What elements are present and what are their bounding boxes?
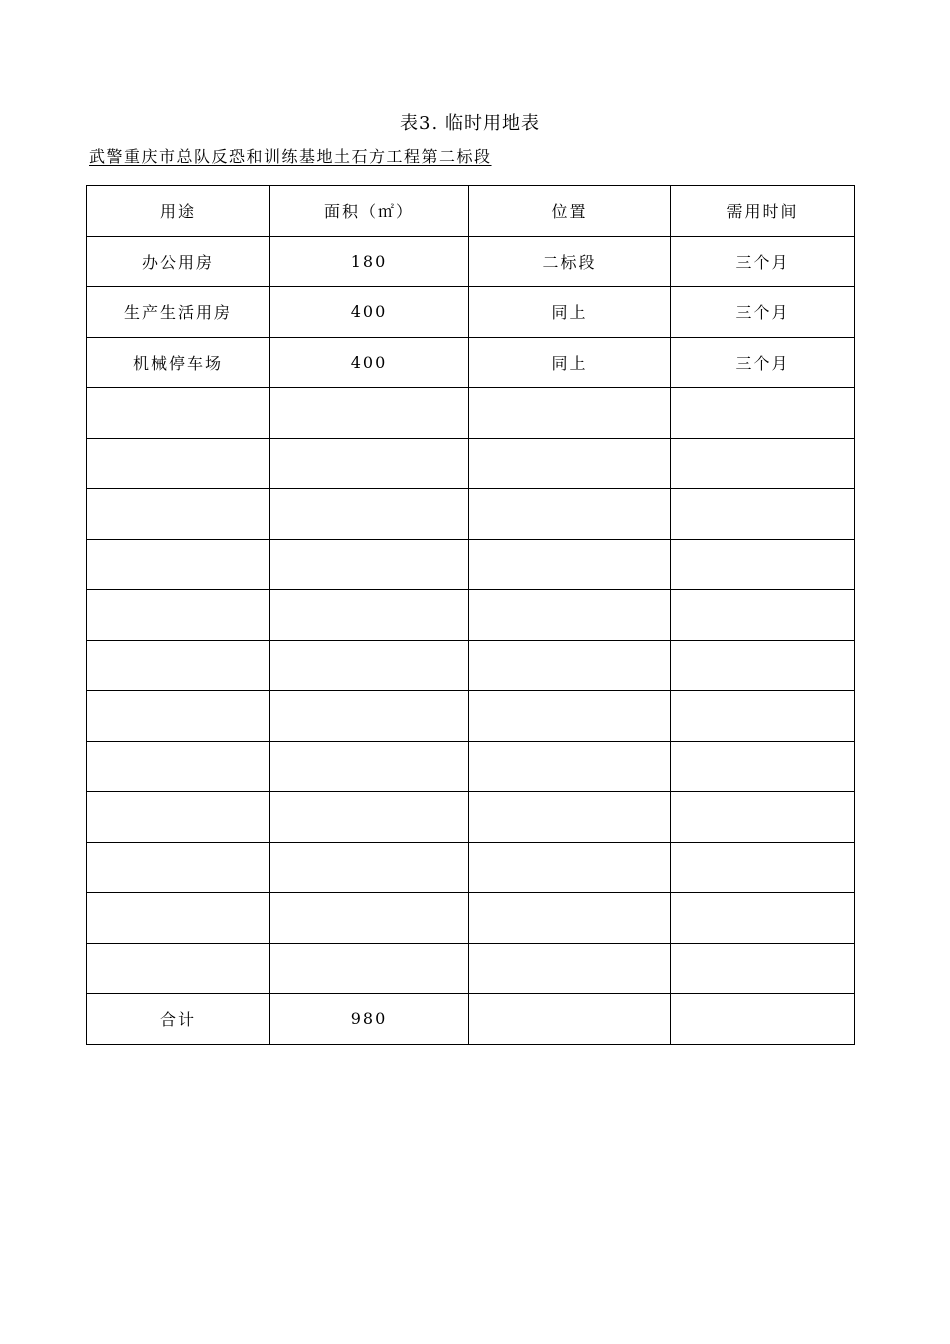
cell-area: 180 [270,236,469,287]
cell-location [469,691,671,742]
cell-location [469,489,671,540]
total-duration [671,994,855,1045]
cell-duration [671,388,855,439]
cell-usage [87,489,270,540]
cell-usage [87,388,270,439]
cell-duration [671,590,855,641]
header-duration: 需用时间 [671,186,855,237]
cell-location [469,388,671,439]
cell-duration [671,943,855,994]
table-row [87,337,855,388]
cell-usage [87,539,270,590]
cell-area [270,842,469,893]
cell-area [270,893,469,944]
cell-location [469,893,671,944]
cell-duration [671,539,855,590]
total-location [469,994,671,1045]
cell-duration [671,691,855,742]
cell-area: 400 [270,337,469,388]
page-title: 表3. 临时用地表 [400,113,540,134]
cell-duration: 三个月 [671,287,855,338]
cell-duration: 三个月 [671,236,855,287]
cell-usage [87,893,270,944]
project-subtitle: 武警重庆市总队反恐和训练基地土石方工程第二标段 [89,147,492,166]
cell-location: 二标段 [469,236,671,287]
header-area: 面积（㎡） [270,186,469,237]
table-row [87,893,855,944]
cell-location [469,741,671,792]
cell-usage [87,842,270,893]
table-row [87,792,855,843]
cell-duration [671,640,855,691]
cell-usage [87,943,270,994]
cell-duration [671,842,855,893]
cell-usage [87,640,270,691]
cell-usage [87,792,270,843]
cell-usage: 机械停车场 [87,337,270,388]
cell-duration [671,893,855,944]
cell-usage: 生产生活用房 [87,287,270,338]
cell-area [270,741,469,792]
cell-area [270,640,469,691]
cell-area [270,388,469,439]
table-row [87,236,855,287]
total-label: 合计 [87,994,270,1045]
cell-usage [87,438,270,489]
table-row [87,539,855,590]
cell-area [270,691,469,742]
cell-area [270,489,469,540]
cell-location [469,640,671,691]
cell-area: 400 [270,287,469,338]
cell-location [469,943,671,994]
cell-duration: 三个月 [671,337,855,388]
cell-usage [87,590,270,641]
cell-usage [87,741,270,792]
cell-area [270,792,469,843]
table-row [87,438,855,489]
table-row [87,489,855,540]
table-row [87,388,855,439]
cell-area [270,438,469,489]
cell-location: 同上 [469,337,671,388]
cell-location: 同上 [469,287,671,338]
cell-duration [671,741,855,792]
cell-usage [87,691,270,742]
table-row [87,943,855,994]
table-row [87,741,855,792]
cell-location [469,842,671,893]
table-row [87,590,855,641]
cell-usage: 办公用房 [87,236,270,287]
cell-area [270,943,469,994]
total-row [87,994,855,1045]
header-usage: 用途 [87,186,270,237]
total-area: 980 [270,994,469,1045]
cell-location [469,792,671,843]
temporary-land-table [86,185,855,1045]
cell-area [270,590,469,641]
cell-duration [671,438,855,489]
cell-location [469,590,671,641]
cell-duration [671,792,855,843]
cell-location [469,438,671,489]
table-row [87,640,855,691]
table-header-row [87,186,855,237]
header-location: 位置 [469,186,671,237]
table-row [87,691,855,742]
cell-location [469,539,671,590]
table-row [87,842,855,893]
cell-duration [671,489,855,540]
table-row [87,287,855,338]
cell-area [270,539,469,590]
